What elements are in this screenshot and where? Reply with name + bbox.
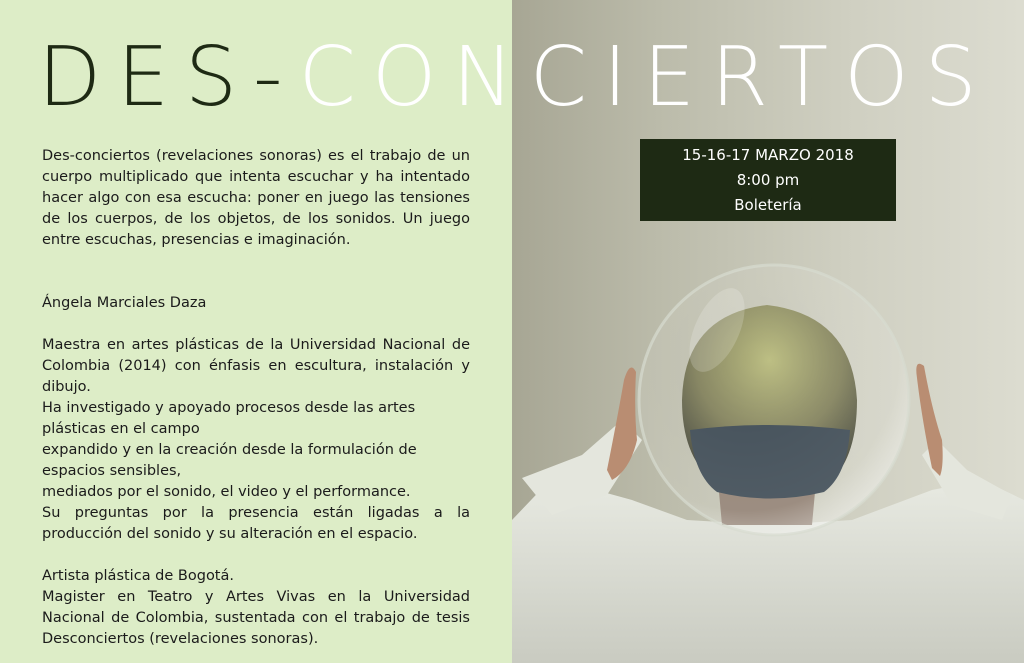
artist-bio-line: expandido y en la creación desde la formulación de espacios sensibles, xyxy=(42,442,417,479)
title-dark-part: DES- xyxy=(38,30,299,125)
artist-origin: Artista plástica de Bogotá. xyxy=(42,568,234,584)
poster-title xyxy=(38,28,993,128)
artist-bio-line: Maestra en artes plásticas de la Universidad Nacional de Colombia (2014) con énfasis en escultura, instalación y dibujo. xyxy=(42,337,470,395)
poster-body-text xyxy=(42,146,470,650)
artist-degree: Magister en Teatro y Artes Vivas en la Universidad Nacional de Colombia, sustentada con el trabajo de tesis Desconciertos (revelaciones sonoras). xyxy=(42,589,470,647)
artist-bio-line: Ha investigado y apoyado procesos desde las artes plásticas en el campo xyxy=(42,400,416,437)
project-description: Des-conciertos (revelaciones sonoras) es el trabajo de un cuerpo multiplicado que intenta escuchar y ha intentado hacer algo con esa escucha: poner en juego las tensiones de los cuerpos, de los objetos, de los sonidos. Un juego entre escuchas, presencias e imaginación. xyxy=(42,148,470,248)
artist-bio-line: mediados por el sonido, el video y el performance. xyxy=(42,484,411,500)
event-time: 8:00 pm xyxy=(736,171,800,189)
event-dates: 15-16-17 MARZO 2018 xyxy=(682,146,854,164)
event-tickets: Boletería xyxy=(734,196,802,214)
event-info-box xyxy=(640,139,896,221)
artist-bio-line: Su preguntas por la presencia están ligadas a la producción del sonido y su alteración en el espacio. xyxy=(42,505,470,542)
title-light-part: CONCIERTOS xyxy=(298,30,993,125)
artist-name: Ángela Marciales Daza xyxy=(42,295,207,311)
